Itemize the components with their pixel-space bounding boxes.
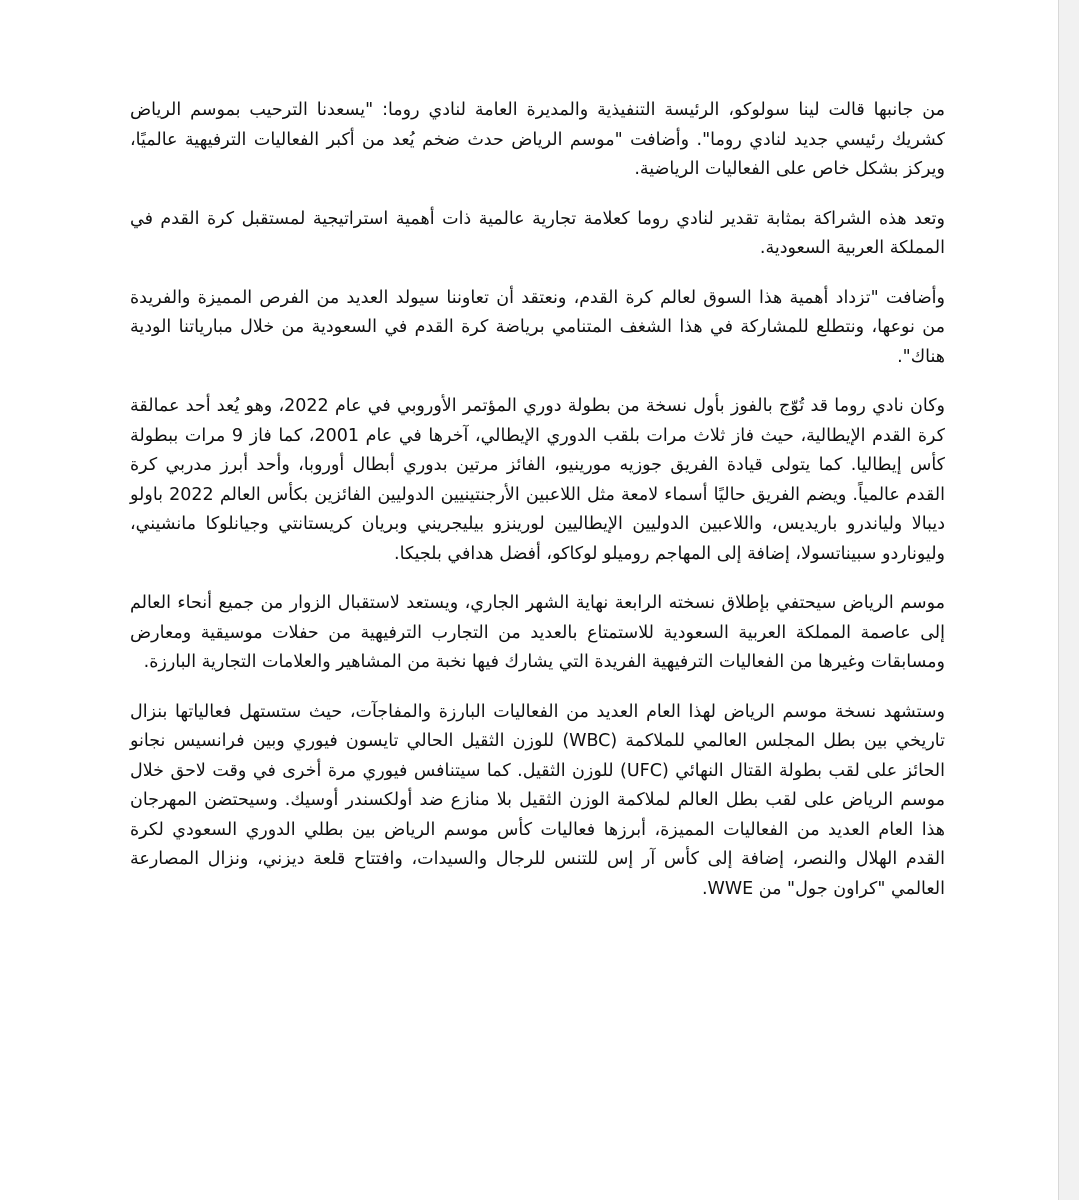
- paragraph-3: وأضافت "تزداد أهمية هذا السوق لعالم كرة القدم، ونعتقد أن تعاوننا سيولد العديد من الفرص المميزة والفريدة من نوعها، ونتطلع للمشاركة في هذا الشغف المتنامي برياضة كرة القدم في السعودية من خلال مبارياتنا الودية هناك".: [130, 287, 945, 367]
- paragraph-2: وتعد هذه الشراكة بمثابة تقدير لنادي روما كعلامة تجارية عالمية ذات أهمية استراتيجية لمستقبل كرة القدم في المملكة العربية السعودية.: [130, 208, 945, 258]
- viewer-gutter: [1059, 0, 1079, 1200]
- document-body: [130, 96, 945, 924]
- paragraph-5: موسم الرياض سيحتفي بإطلاق نسخته الرابعة نهاية الشهر الجاري، ويستعد لاستقبال الزوار من جميع أنحاء العالم إلى عاصمة المملكة العربية السعودية للاستمتاع بالعديد من التجارب الترفيهية من حفلات موسيقية ومعارض ومسابقات وغيرها من الفعاليات الترفيهية الفريدة التي يشارك فيها نخبة من المشاهير والعلامات التجارية البارزة.: [130, 593, 945, 672]
- paragraph-6: وستشهد نسخة موسم الرياض لهذا العام العديد من الفعاليات البارزة والمفاجآت، حيث ستستهل فعالياتها بنزال تاريخي بين بطل المجلس العالمي للملاكمة (WBC) للوزن الثقيل الحالي تايسون فيوري وبين فرانسيس نجانو الحائز على لقب بطولة القتال النهائي (UFC) للوزن الثقيل. كما سيتنافس فيوري مرة أخرى في وقت لاحق خلال موسم الرياض على لقب بطل العالم لملاكمة الوزن الثقيل بلا منازع ضد أولكسندر أوسيك. وسيحتضن المهرجان هذا العام العديد من الفعاليات المميزة، أبرزها فعاليات كأس موسم الرياض بين بطلي الدوري السعودي لكرة القدم الهلال والنصر، إضافة إلى كأس آر إس للتنس للرجال والسيدات، وافتتاح قلعة ديزني، ونزال المصارعة العالمي "كراون جول" من WWE.: [130, 701, 945, 899]
- paragraph-1: من جانبها قالت لينا سولوكو، الرئيسة التنفيذية والمديرة العامة لنادي روما: "يسعدنا الترحيب بموسم الرياض كشريك رئيسي جديد لنادي روما". وأضافت "موسم الرياض حدث ضخم يُعد من أكبر الفعاليات الترفيهية عالميًا، ويركز بشكل خاص على الفعاليات الرياضية.: [130, 100, 945, 179]
- paragraph-4: وكان نادي روما قد تُوّج بالفوز بأول نسخة من بطولة دوري المؤتمر الأوروبي في عام 2022، وهو يُعد أحد عمالقة كرة القدم الإيطالية، حيث فاز ثلاث مرات بلقب الدوري الإيطالي، آخرها في عام 2001، كما فاز 9 مرات ببطولة كأس إيطاليا. كما يتولى قيادة الفريق جوزيه مورينيو، الفائز مرتين بدوري أبطال أوروبا، وأحد أبرز مدربي كرة القدم عالمياً. ويضم الفريق حاليًا أسماء لامعة مثل اللاعبين الأرجنتينيين الدوليين الفائزين بكأس العالم 2022 باولو ديبالا ولياندرو باريديس، واللاعبين الدوليين الإيطاليين لورينزو بيليجريني وبريان كريستانتي وجيانلوكا مانشيني، وليوناردو سبيناتسولا، إضافة إلى المهاجم روميلو لوكاكو، أفضل هدافي بلجيكا.: [130, 396, 945, 564]
